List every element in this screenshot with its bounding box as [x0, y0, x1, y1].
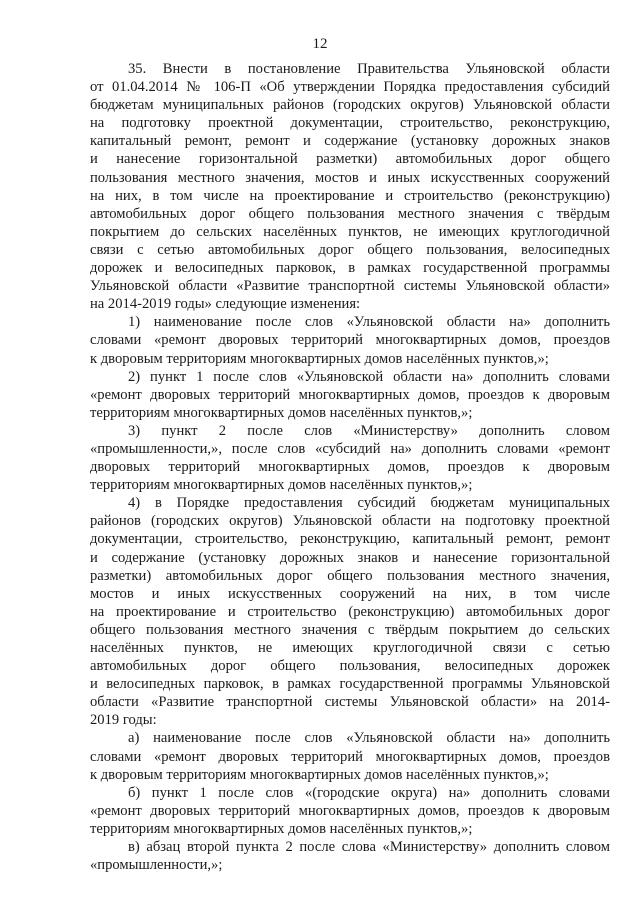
text-line: на них, в том числе на проектирование и строительство (реконструкцию) [90, 187, 610, 204]
text-line: мостов и иных искусственных сооружений на них, в том числе [90, 585, 610, 602]
text-line: общего пользования местного значения с твёрдым покрытием до сельских [90, 621, 610, 638]
text-line: 3) пункт 2 после слов «Министерству» дополнить словом [128, 422, 610, 439]
text-line: и нанесение горизонтальной разметки) автомобильных дорог общего [90, 151, 610, 168]
paragraph-subitem-1 [90, 313, 610, 367]
paragraph-subitem-3 [90, 422, 610, 494]
text-line: и велосипедных парковок, в рамках государственной программы Ульяновской [90, 676, 610, 693]
text-line: связи с сетью автомобильных дорог общего пользования, велосипедных [90, 241, 610, 258]
text-line: автомобильных дорог общего пользования, велосипедных дорожек [90, 658, 610, 675]
page-number: 12 [312, 36, 328, 52]
text-line: и содержание (установку дорожных знаков и нанесение горизонтальной [90, 549, 610, 566]
text-line: 2019 годы: [90, 712, 157, 729]
paragraph-subitem-b [90, 784, 610, 838]
text-line: Ульяновской области «Развитие транспортной системы Ульяновской области» [90, 278, 610, 295]
text-line: покрытием до сельских населённых пунктов, не имеющих круглогодичной [90, 223, 610, 240]
text-line: дорожек и велосипедных парковок, в рамках государственной программы [90, 260, 610, 277]
text-line: «промышленности,», после слов «субсидий на» дополнить словами «ремонт [90, 440, 610, 457]
text-line: к дворовым территориям многоквартирных домов населённых пунктов,»; [90, 350, 549, 367]
text-line: районов (городских округов) Ульяновской области на подготовку проектной [90, 513, 610, 530]
text-line: «ремонт дворовых территорий многоквартирных домов, проездов к дворовым [90, 802, 610, 819]
paragraph-item-35 [90, 60, 610, 313]
text-line: территориям многоквартирных домов населённых пунктов,»; [90, 404, 473, 421]
paragraph-subitem-a [90, 729, 610, 783]
text-line: капитальный ремонт, ремонт и содержание (установку дорожных знаков [90, 133, 610, 150]
text-line: словами «ремонт дворовых территорий многоквартирных домов, проездов [90, 748, 610, 765]
text-line: а) наименование после слов «Ульяновской области на» дополнить [128, 730, 610, 747]
text-line: от 01.04.2014 № 106-П «Об утверждении Порядка предоставления субсидий [90, 79, 610, 96]
document-body [90, 60, 610, 874]
text-line: разметки) автомобильных дорог общего пользования местного значения, [90, 567, 610, 584]
text-line: на подготовку проектной документации, строительство, реконструкцию, [90, 115, 610, 132]
text-line: пользования местного значения, мостов и иных искусственных сооружений [90, 169, 610, 186]
text-line: на 2014-2019 годы» следующие изменения: [90, 296, 361, 313]
text-line: территориям многоквартирных домов населённых пунктов,»; [90, 820, 473, 837]
text-line: б) пункт 1 после слов «(городские округа) на» дополнить словами [128, 784, 610, 801]
text-line: 35. Внести в постановление Правительства Ульяновской области [128, 61, 610, 77]
paragraph-subitem-4 [90, 494, 610, 729]
paragraph-subitem-2 [90, 368, 610, 422]
text-line: «промышленности,»; [90, 857, 223, 874]
text-line: территориям многоквартирных домов населённых пунктов,»; [90, 477, 473, 494]
text-line: к дворовым территориям многоквартирных домов населённых пунктов,»; [90, 766, 549, 783]
text-line: 1) наименование после слов «Ульяновской области на» дополнить [128, 314, 610, 331]
text-line: автомобильных дорог общего пользования местного значения с твёрдым [90, 205, 610, 222]
text-line: области «Развитие транспортной системы Ульяновской области» на 2014- [90, 694, 610, 711]
text-line: бюджетам муниципальных районов (городских округов) Ульяновской области [90, 97, 610, 114]
text-line: 2) пункт 1 после слов «Ульяновской области на» дополнить словами [128, 368, 610, 385]
text-line: «ремонт дворовых территорий многоквартирных домов, проездов к дворовым [90, 386, 610, 403]
text-line: дворовых территорий многоквартирных домов, проездов к дворовым [90, 459, 610, 476]
text-line: на проектирование и строительство (реконструкцию) автомобильных дорог [90, 603, 610, 620]
text-line: населённых пунктов, не имеющих круглогодичной связи с сетью [90, 640, 610, 656]
paragraph-subitem-v [90, 838, 610, 874]
text-line: 4) в Порядке предоставления субсидий бюджетам муниципальных [128, 495, 610, 512]
text-line: в) абзац второй пункта 2 после слова «Министерству» дополнить словом [128, 839, 610, 856]
text-line: словами «ремонт дворовых территорий многоквартирных домов, проездов [90, 332, 610, 349]
text-line: документации, строительство, реконструкцию, капитальный ремонт, ремонт [90, 531, 610, 548]
